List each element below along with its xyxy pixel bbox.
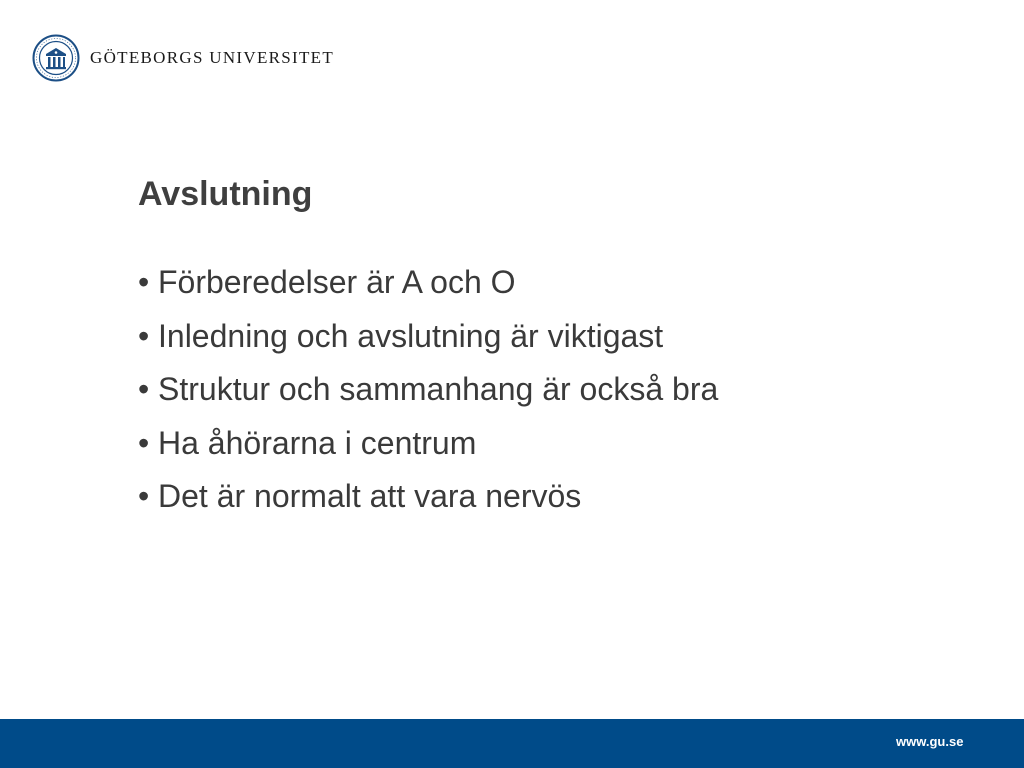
list-item — [138, 318, 718, 372]
bullet-text: Inledning och avslutning är viktigast — [158, 317, 664, 354]
footer-url-link[interactable]: www.gu.se — [896, 734, 964, 749]
bullet-icon: • — [138, 371, 150, 407]
university-wordmark: GÖTEBORGS UNIVERSITET — [90, 48, 335, 67]
list-item — [138, 371, 718, 425]
bullet-list — [138, 264, 718, 532]
bullet-text: Ha åhörarna i centrum — [158, 424, 477, 461]
list-item — [138, 425, 718, 479]
bullet-icon: • — [138, 264, 150, 300]
university-seal-icon — [32, 34, 80, 82]
bullet-text: Förberedelser är A och O — [158, 264, 516, 300]
list-item — [138, 264, 718, 318]
bullet-icon: • — [138, 478, 150, 514]
slide-title: Avslutning — [138, 175, 313, 213]
bullet-icon: • — [138, 317, 150, 354]
bullet-text: Det är normalt att vara nervös — [158, 478, 582, 514]
bullet-icon: • — [138, 424, 150, 461]
bullet-text: Struktur och sammanhang är också bra — [158, 371, 719, 407]
list-item — [138, 478, 718, 532]
footer-bar — [0, 719, 1024, 768]
